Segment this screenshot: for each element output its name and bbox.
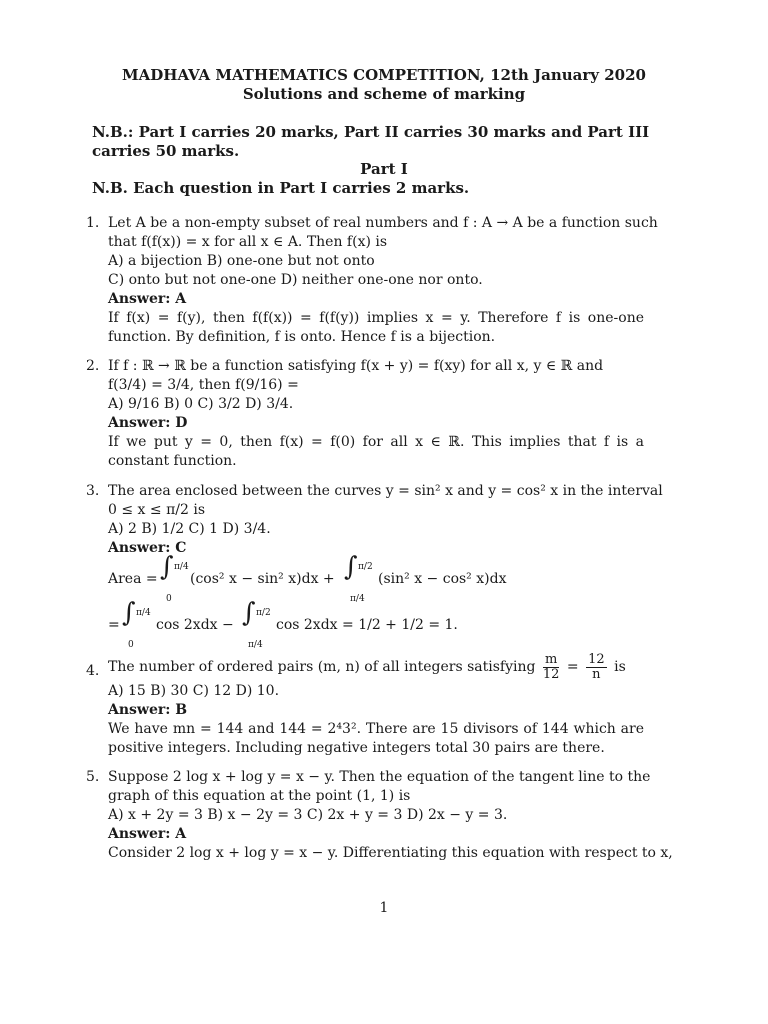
equals-sign: = <box>108 617 120 633</box>
integral-sign-icon: ∫ <box>122 598 136 628</box>
title-line-2: Solutions and scheme of marking <box>242 85 526 103</box>
question-line: Suppose 2 log x + log y = x − y. Then the equation of the tangent line to the <box>108 769 651 785</box>
question-line: f(3/4) = 3/4, then f(9/16) = <box>108 377 299 393</box>
question-line: If f : ℝ → ℝ be a function satisfying f(x + y) = f(xy) for all x, y ∈ ℝ and <box>108 358 604 374</box>
question-line: A) a bijection B) one-one but not onto <box>108 253 375 269</box>
marks-note: N.B.: Part I carries 20 marks, Part II carries 30 marks and Part III carries 50 marks. <box>92 123 650 160</box>
fraction <box>586 653 607 682</box>
question-options: A) 15 B) 30 C) 12 D) 10. <box>108 683 280 699</box>
area-equation <box>108 552 644 604</box>
fraction-denominator: 12 <box>542 666 560 682</box>
upper-limit: π/4 <box>136 608 151 618</box>
question-1 <box>86 214 658 347</box>
question-line: The area enclosed between the curves y = sin² x and y = cos² x in the interval <box>108 483 663 499</box>
upper-limit: π/2 <box>358 562 373 572</box>
question-4 <box>86 651 644 758</box>
solution-text: If f(x) = f(y), then f(f(x)) = f(f(y)) implies x = y. Therefore f is one-one function. By definition, f is onto. Hence f is a bijection. <box>108 310 644 345</box>
answer-label: Answer: A <box>108 826 187 842</box>
integrand: cos 2xdx = 1/2 + 1/2 = 1. <box>276 617 458 633</box>
lower-limit: π/4 <box>350 594 365 604</box>
question-number: 2. <box>86 358 100 374</box>
solution-text: If we put y = 0, then f(x) = f(0) for all x ∈ ℝ. This implies that f is a constant function. <box>108 434 644 469</box>
integrand: (sin² x − cos² x)dx <box>378 571 507 587</box>
answer-label: Answer: A <box>108 291 187 307</box>
lower-limit: 0 <box>166 594 172 604</box>
title-line-1: MADHAVA MATHEMATICS COMPETITION, 12th January 2020 <box>122 66 646 84</box>
question-line: graph of this equation at the point (1, 1) is <box>108 788 411 804</box>
question-stem: The number of ordered pairs (m, n) of all integers satisfying <box>108 659 536 675</box>
equals-sign: = <box>566 659 579 675</box>
integral-sign-icon: ∫ <box>242 598 256 628</box>
lower-limit: π/4 <box>248 640 263 650</box>
question-2 <box>86 357 644 471</box>
lower-limit: 0 <box>128 640 134 650</box>
area-result <box>108 598 644 650</box>
question-line: A) x + 2y = 3 B) x − 2y = 3 C) 2x + y = 3 D) 2x − y = 3. <box>108 807 508 823</box>
document-title <box>0 66 768 104</box>
question-number: 4. <box>86 663 100 679</box>
solution-text: We have mn = 144 and 144 = 2⁴3². There are 15 divisors of 144 which are positive integers. Including negative integers total 30 pairs are there. <box>108 721 644 756</box>
question-line: A) 2 B) 1/2 C) 1 D) 3/4. <box>108 521 271 537</box>
question-stem-end: is <box>614 659 626 675</box>
fraction <box>543 653 560 682</box>
page-number: 1 <box>379 900 389 916</box>
part1-note: N.B. Each question in Part I carries 2 marks. <box>92 179 470 197</box>
answer-label: Answer: B <box>108 702 188 718</box>
question-line: 0 ≤ x ≤ π/2 is <box>108 502 206 518</box>
part-heading: Part I <box>360 160 408 178</box>
answer-label: Answer: C <box>108 540 187 556</box>
answer-label: Answer: D <box>108 415 188 431</box>
question-line: A) 9/16 B) 0 C) 3/2 D) 3/4. <box>108 396 294 412</box>
fraction-denominator: n <box>592 666 601 682</box>
question-line <box>108 652 644 682</box>
integral-sign-icon: ∫ <box>344 552 358 582</box>
upper-limit: π/2 <box>256 608 271 618</box>
question-line: C) onto but not one-one D) neither one-one nor onto. <box>108 272 483 288</box>
integrand: cos 2xdx − <box>156 617 234 633</box>
area-label: Area = <box>108 571 158 587</box>
question-number: 1. <box>86 215 100 231</box>
integrand: (cos² x − sin² x)dx + <box>190 571 335 587</box>
question-3 <box>86 482 663 650</box>
question-line: that f(f(x)) = x for all x ∈ A. Then f(x) is <box>108 234 388 250</box>
integral-sign-icon: ∫ <box>160 552 174 582</box>
upper-limit: π/4 <box>174 562 189 572</box>
question-5 <box>86 768 673 863</box>
question-line: Let A be a non-empty subset of real numbers and f : A → A be a function such <box>108 215 658 231</box>
question-number: 5. <box>86 769 100 785</box>
fraction-numerator: 12 <box>588 651 605 667</box>
solution-text: Consider 2 log x + log y = x − y. Differentiating this equation with respect to x, <box>108 845 673 861</box>
question-number: 3. <box>86 483 100 499</box>
fraction-numerator: m <box>543 653 560 668</box>
